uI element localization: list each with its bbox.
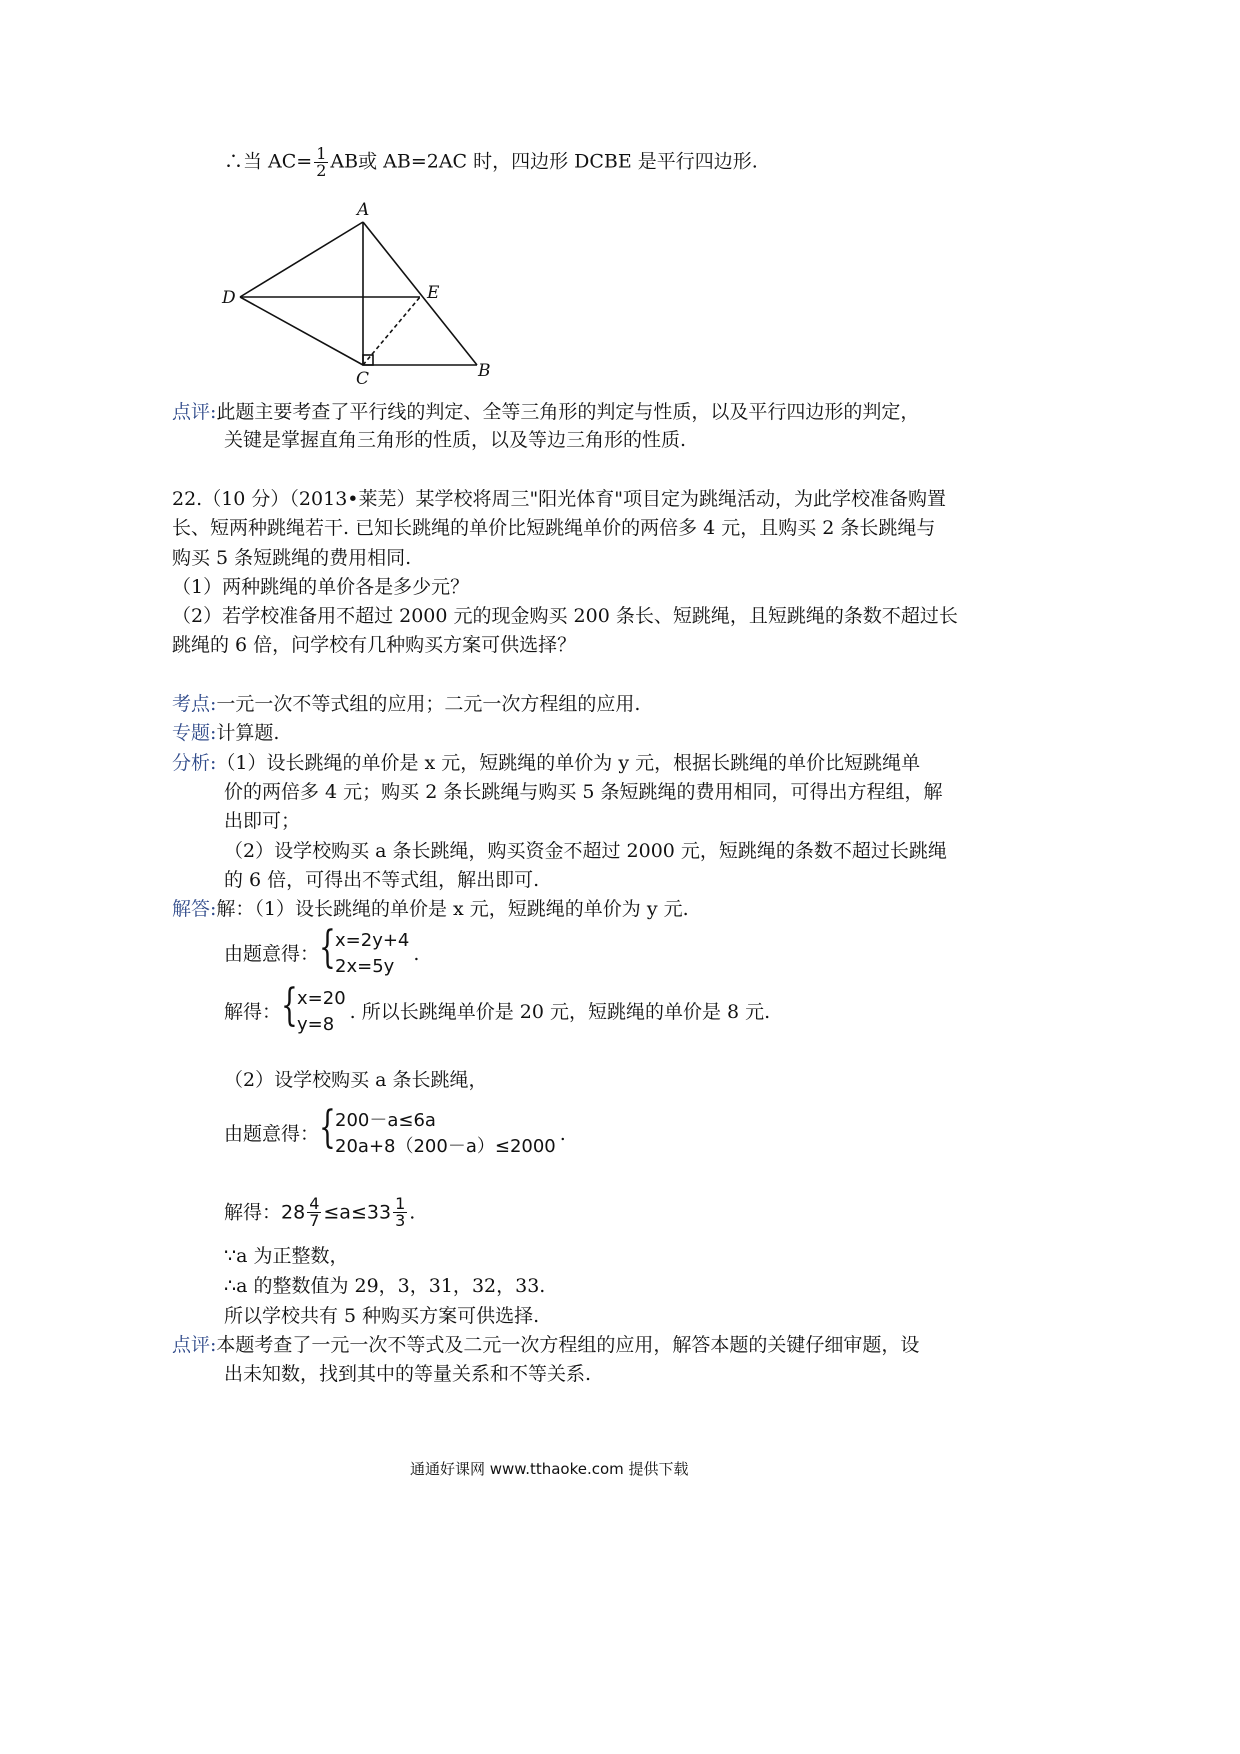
kaodian-tag: 考点: [172,693,217,715]
conclusion-prefix: ∴当 AC= [224,150,313,173]
fraction-numerator: 1 [395,1194,406,1213]
fenxi-tag: 分析: [172,752,217,774]
equation-system [319,922,410,980]
zhuanti-text: 计算题. [216,722,280,744]
review-2-line-2: 出未知数，找到其中的等量关系和不等关系. [224,1363,592,1385]
inequality-label: 由题意得： [224,1123,320,1145]
equation-system-line [224,922,420,980]
solution-label: 解得： [224,1001,282,1023]
review-2-text: 本题考查了一元一次不等式及二元一次方程组的应用，解答本题的关键仔细审题，设 [216,1334,920,1356]
label-d: D [222,288,236,308]
inequality-row-2: 20a+8（200－a）≤2000 [335,1136,556,1157]
fraction-denominator: 7 [309,1211,320,1230]
label-e: E [427,283,440,303]
jieda-tag: 解答: [172,898,217,920]
label-a: A [357,200,370,220]
equation-row-1: x=2y+4 [335,930,410,951]
q22-part-2-line-2: 跳绳的 6 倍，问学校有几种购买方案可供选择？ [172,634,577,656]
inequality-end: . [559,1123,566,1145]
fraction-half [314,146,328,179]
fenxi-line-1 [172,751,920,775]
jieda-text-1: 解：（1）设长跳绳的单价是 x 元，短跳绳的单价为 y 元. [216,898,689,920]
result-fraction-1 [307,1196,321,1229]
review-1-text: 此题主要考查了平行线的判定、全等三角形的判定与性质，以及平行四边形的判定， [216,401,920,423]
review-2-line-1 [172,1333,919,1357]
q22-line-2: 长、短两种跳绳若干. 已知长跳绳的单价比短跳绳单价的两倍多 4 元，且购买 2 条长跳绳与 [172,517,936,539]
segment-ab [363,222,477,365]
q22-part-2-line-1: （2）若学校准备用不超过 2000 元的现金购买 200 条长、短跳绳，且短跳绳的条数不超过长 [172,605,958,627]
conclusion-count: 所以学校共有 5 种购买方案可供选择. [224,1305,540,1327]
q22-part-1: （1）两种跳绳的单价各是多少元？ [172,576,470,598]
result-whole-1: 28 [281,1201,306,1224]
solution-after: . 所以长跳绳单价是 20 元，短跳绳的单价是 8 元. [349,1001,771,1023]
jieda-line-1 [172,897,689,921]
left-brace: { [319,922,336,973]
inequality-system [319,1102,556,1160]
conclusion-rest: AB或 AB=2AC 时，四边形 DCBE 是平行四边形. [330,150,758,173]
fenxi-line-2: 价的两倍多 4 元；购买 2 条长跳绳与购买 5 条短跳绳的费用相同，可得出方程组，解 [224,781,943,803]
inequality-system-line [224,1102,566,1160]
geometry-figure [215,195,505,395]
page-footer: 通通好课网 www.tthaoke.com 提供下载 [410,1460,689,1478]
fenxi-line-4: （2）设学校购买 a 条长跳绳，购买资金不超过 2000 元，短跳绳的条数不超过长跳绳 [224,840,947,862]
because-line: ∵a 为正整数， [224,1245,349,1267]
review-1-line-1 [172,400,919,424]
fenxi-text-1: （1）设长跳绳的单价是 x 元，短跳绳的单价为 y 元，根据长跳绳的单价比短跳绳单 [216,752,921,774]
fraction-denominator: 2 [316,161,327,180]
review-1-line-2: 关键是掌握直角三角形的性质，以及等边三角形的性质. [224,429,687,451]
review-tag: 点评: [172,401,217,423]
fraction-numerator: 4 [309,1194,320,1213]
result-label: 解得： [224,1201,282,1224]
label-c: C [356,369,370,389]
left-brace: { [319,1102,336,1153]
equation-label: 由题意得： [224,943,320,965]
zhuanti-line [172,721,279,745]
result-middle: ≤a≤33 [323,1201,392,1224]
fraction-denominator: 3 [395,1211,406,1230]
inequality-row-1: 200－a≤6a [335,1110,436,1131]
kaodian-line [172,692,640,716]
part-2-setup: （2）设学校购买 a 条长跳绳， [224,1069,488,1091]
conclusion-line [224,146,758,179]
q22-line-1: 22.（10 分）（2013•莱芜）某学校将周三"阳光体育"项目定为跳绳活动，为此学校准备购置 [172,488,946,510]
solution-system [281,980,346,1038]
equation-end: . [413,943,420,965]
zhuanti-tag: 专题: [172,722,217,744]
q22-line-3: 购买 5 条短跳绳的费用相同. [172,547,412,569]
result-end: . [409,1201,416,1224]
equation-row-2: 2x=5y [335,956,395,977]
review-tag: 点评: [172,1334,217,1356]
solution-row-1: x=20 [297,988,346,1009]
result-fraction-2 [393,1196,407,1229]
fraction-numerator: 1 [316,144,327,163]
fenxi-line-5: 的 6 倍，可得出不等式组，解出即可. [224,869,540,891]
label-b: B [478,361,491,381]
solution-row-2: y=8 [297,1014,335,1035]
therefore-line: ∴a 的整数值为 29，3，31，32，33. [224,1275,546,1297]
segment-dc [240,297,363,365]
kaodian-text: 一元一次不等式组的应用；二元一次方程组的应用. [216,693,641,715]
segment-ad [240,222,363,297]
result-range-line [224,1196,415,1229]
solution-system-line [224,980,771,1038]
left-brace: { [281,980,298,1031]
fenxi-line-3: 出即可； [224,810,301,832]
